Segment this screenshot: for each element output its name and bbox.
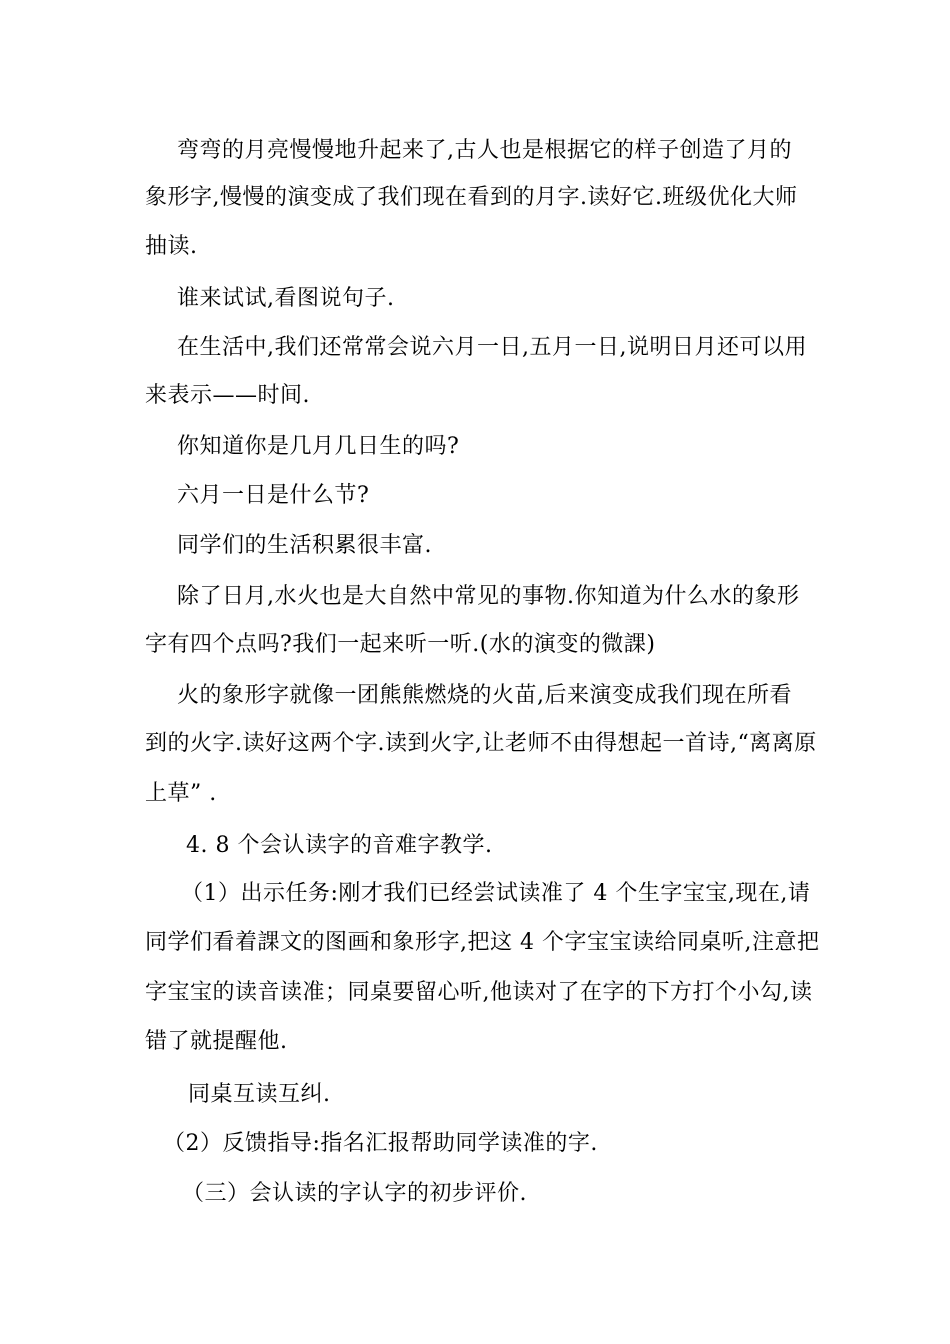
text-line: 4. 8 个会认读字的音难字教学. xyxy=(186,833,493,858)
text-line: 除了日月,水火也是大自然中常见的事物.你知道为什么水的象形 xyxy=(177,584,800,609)
text-line: 同桌互读互纠. xyxy=(188,1082,331,1107)
text-line: 抽读. xyxy=(145,234,198,259)
text-line: 来表示——时间. xyxy=(145,383,310,408)
text-line: 六月一日是什么节? xyxy=(177,483,370,508)
text-line: 字宝宝的读音读准；同桌要留心听,他读对了在字的下方打个小勾,读 xyxy=(145,980,813,1005)
text-line: 上草” . xyxy=(145,781,217,806)
text-line: 在生活中,我们还常常会说六月一日,五月一日,说明日月还可以用 xyxy=(177,335,807,360)
text-line: 到的火字.读好这两个字.读到火字,让老师不由得想起一首诗,“离离原 xyxy=(145,731,817,756)
text-line: （2）反馈指导:指名汇报帮助同学读准的字. xyxy=(163,1131,598,1156)
text-line: 同学们看着課文的图画和象形字,把这 4 个字宝宝读给同桌听,注意把 xyxy=(145,930,820,955)
text-line: （三）会认读的字认字的初步评价. xyxy=(182,1181,527,1206)
text-line: 火的象形字就像一团熊熊燃烧的火苗,后来演变成我们现在所看 xyxy=(177,683,792,708)
text-line: 象形字,慢慢的演变成了我们现在看到的月字.读好它.班级优化大师 xyxy=(145,185,798,210)
text-line: 弯弯的月亮慢慢地升起来了,古人也是根据它的样子创造了月的 xyxy=(177,138,792,163)
text-line: 字有四个点吗?我们一起来听一听.(水的演变的微課) xyxy=(145,632,656,657)
text-line: 同学们的生活积累很丰富. xyxy=(177,533,432,558)
text-line: 错了就提醒他. xyxy=(145,1029,288,1054)
text-line: 谁来试试,看图说句子. xyxy=(177,286,395,311)
text-line: （1）出示任务:刚才我们已经尝试读准了 4 个生字宝宝,现在,请 xyxy=(181,881,811,906)
text-line: 你知道你是几月几日生的吗? xyxy=(177,434,460,459)
